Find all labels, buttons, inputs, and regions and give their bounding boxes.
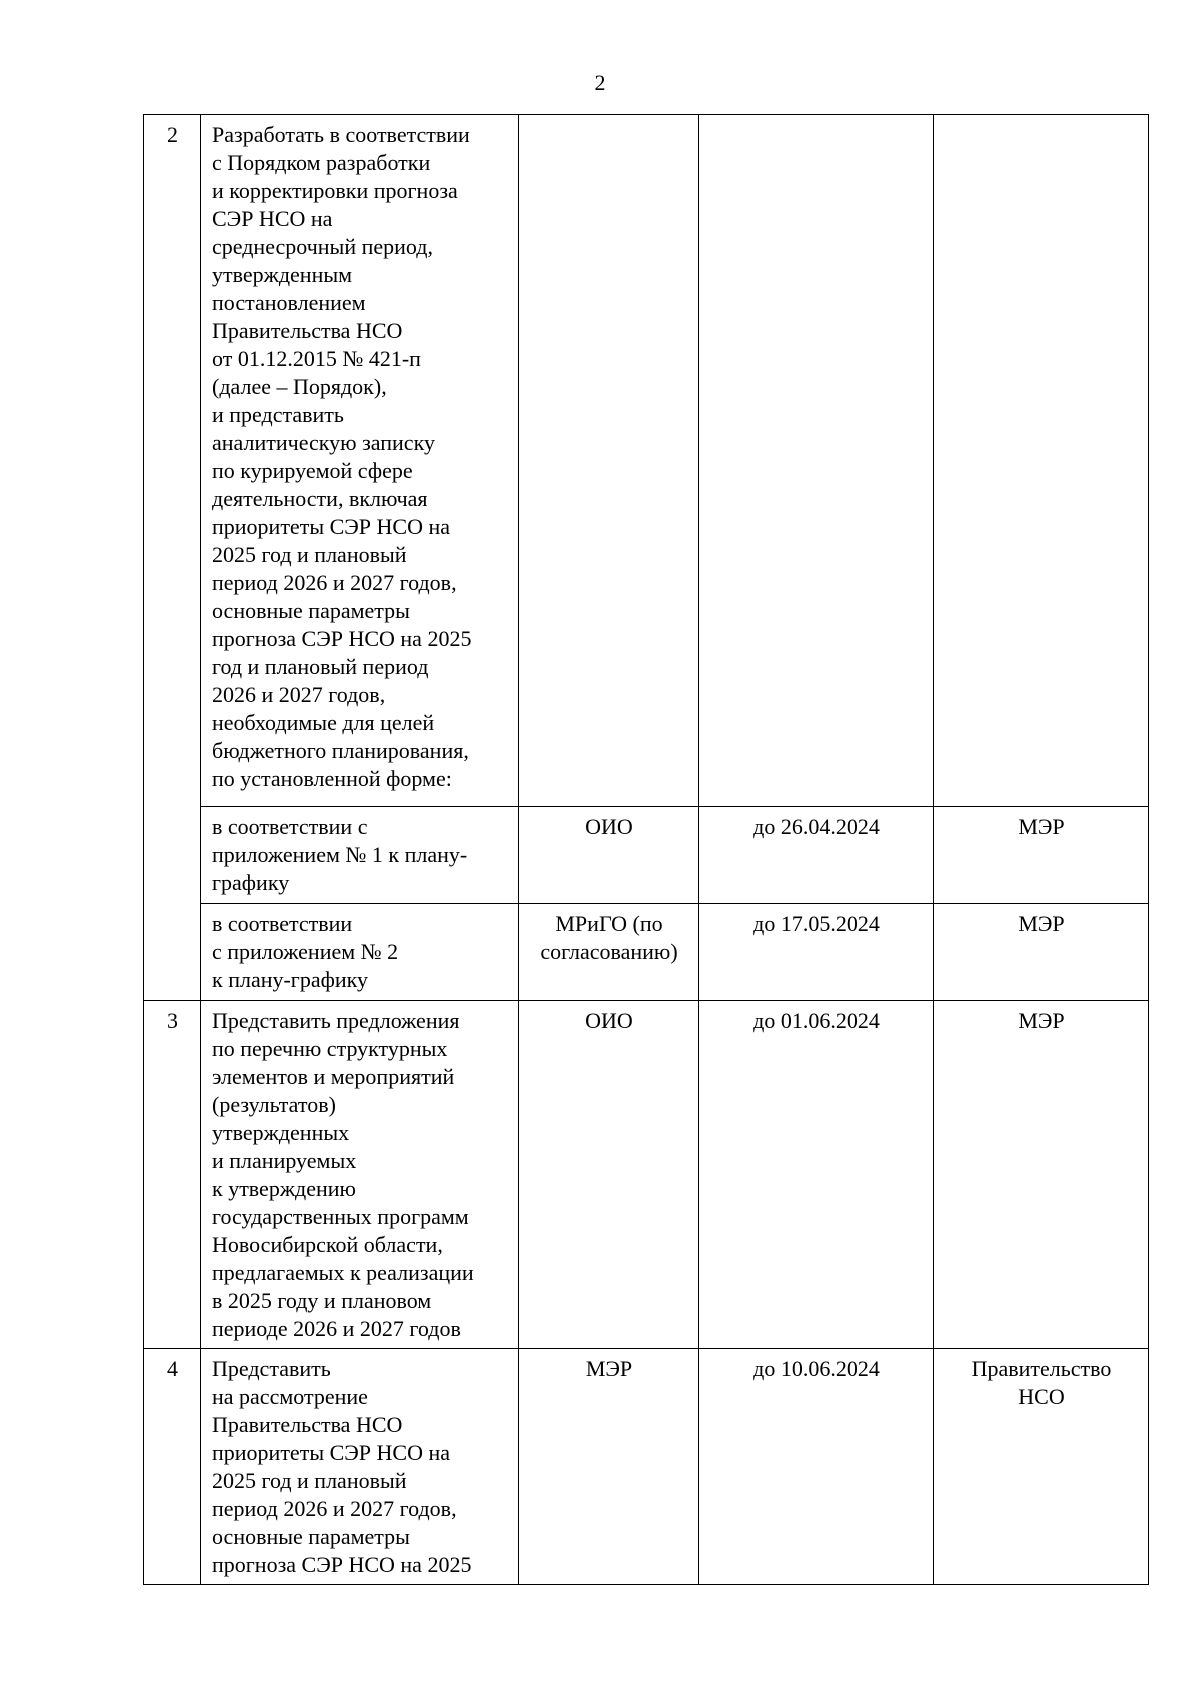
deadline-cell: до 10.06.2024 [699, 1349, 934, 1585]
row-number: 2 [144, 115, 201, 1001]
executor-cell: ОИО [519, 807, 699, 904]
recipient-cell: МЭР [934, 1001, 1149, 1349]
recipient-cell: МЭР [934, 904, 1149, 1001]
task-description: в соответствии с приложением № 1 к плану- графику [201, 807, 519, 904]
task-description: Представить предложения по перечню структурных элементов и мероприятий (результатов) утвержденных и планируемых к утверждению государственных программ Новосибирской области, предлагаемых к реализации в 2025 году и плановом периоде 2026 и 2027 годов [201, 1001, 519, 1349]
plan-schedule-table [143, 114, 1149, 1585]
executor-cell [519, 115, 699, 807]
recipient-cell: Правительство НСО [934, 1349, 1149, 1585]
table-row [144, 1001, 1149, 1349]
row-number: 4 [144, 1349, 201, 1585]
table-row [144, 1349, 1149, 1585]
deadline-cell: до 17.05.2024 [699, 904, 934, 1001]
row-number: 3 [144, 1001, 201, 1349]
table-subrow [144, 807, 1149, 904]
table-subrow [144, 904, 1149, 1001]
deadline-cell: до 01.06.2024 [699, 1001, 934, 1349]
executor-cell: МЭР [519, 1349, 699, 1585]
task-description: Разработать в соответствии с Порядком разработки и корректировки прогноза СЭР НСО на среднесрочный период, утвержденным постановлением Правительства НСО от 01.12.2015 № 421-п (далее – Порядок), и представить аналитическую записку по курируемой сфере деятельности, включая приоритеты СЭР НСО на 2025 год и плановый период 2026 и 2027 годов, основные параметры прогноза СЭР НСО на 2025 год и плановый период 2026 и 2027 годов, необходимые для целей бюджетного планирования, по установленной форме: [201, 115, 519, 807]
task-description: в соответствии с приложением № 2 к плану-графику [201, 904, 519, 1001]
recipient-cell: МЭР [934, 807, 1149, 904]
recipient-cell [934, 115, 1149, 807]
deadline-cell: до 26.04.2024 [699, 807, 934, 904]
executor-cell: МРиГО (по согласованию) [519, 904, 699, 1001]
executor-cell: ОИО [519, 1001, 699, 1349]
page-number: 2 [594, 70, 606, 95]
deadline-cell [699, 115, 934, 807]
table-row [144, 115, 1149, 807]
task-description: Представить на рассмотрение Правительства НСО приоритеты СЭР НСО на 2025 год и плановый период 2026 и 2027 годов, основные параметры прогноза СЭР НСО на 2025 [201, 1349, 519, 1585]
